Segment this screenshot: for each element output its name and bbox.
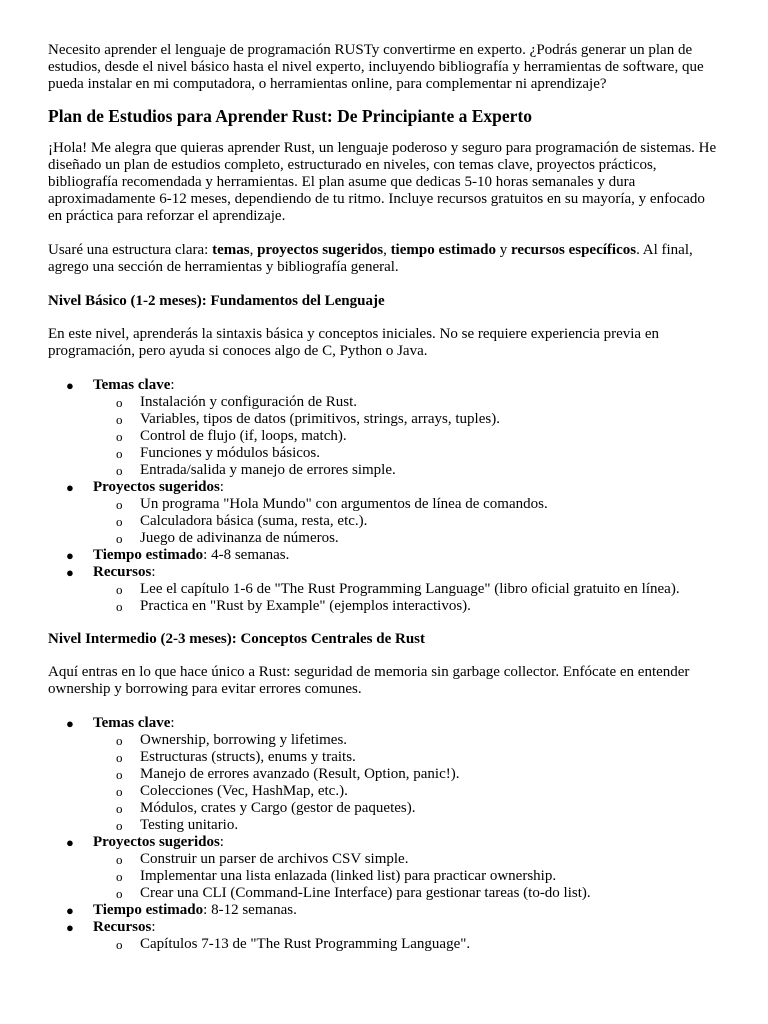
label-colon: :: [170, 377, 175, 393]
circle-bullet-icon: o: [116, 429, 123, 444]
label-colon: :: [151, 564, 156, 580]
list-item-text: Estructuras (structs), enums y traits.: [140, 749, 356, 765]
list-item: [93, 800, 720, 817]
label-colon: :: [170, 715, 175, 731]
document-title: Plan de Estudios para Aprender Rust: De Principiante a Experto: [48, 106, 533, 126]
list-item: [93, 445, 720, 462]
sublist-temas: [93, 394, 720, 479]
circle-bullet-icon: o: [116, 497, 123, 512]
structure-bold-tiempo: tiempo estimado: [390, 242, 496, 258]
intermediate-outline: [48, 715, 720, 953]
label-tiempo: Tiempo estimado: [93, 547, 204, 563]
list-item: [93, 411, 720, 428]
circle-bullet-icon: o: [116, 937, 123, 952]
list-item-text: Lee el capítulo 1-6 de "The Rust Programming Language" (libro oficial gratuito en línea).: [140, 581, 680, 597]
list-item: [93, 394, 720, 411]
bullet-icon: ●: [66, 480, 74, 495]
list-item: [93, 766, 720, 783]
list-item-text: Ownership, borrowing y lifetimes.: [140, 732, 348, 748]
list-item: [93, 513, 720, 530]
basic-outline: [48, 377, 720, 615]
list-item-text: Crear una CLI (Command-Line Interface) para gestionar tareas (to-do list).: [140, 885, 591, 901]
list-item: [93, 749, 720, 766]
circle-bullet-icon: o: [116, 395, 123, 410]
list-item-text: Instalación y configuración de Rust.: [140, 394, 358, 410]
circle-bullet-icon: o: [116, 514, 123, 529]
list-item: [48, 479, 720, 547]
circle-bullet-icon: o: [116, 750, 123, 765]
section-desc-basic: En este nivel, aprenderás la sintaxis básica y conceptos iniciales. No se requiere experiencia previa en programación, pero ayuda si conoces algo de C, Python o Java.: [48, 326, 659, 359]
bullet-icon: ●: [66, 378, 74, 393]
label-tiempo: Tiempo estimado: [93, 902, 204, 918]
circle-bullet-icon: o: [116, 412, 123, 427]
circle-bullet-icon: o: [116, 869, 123, 884]
bullet-icon: ●: [66, 565, 74, 580]
list-item: [48, 834, 720, 902]
section-desc-intermediate: Aquí entras en lo que hace único a Rust: seguridad de memoria sin garbage collector. Enfócate en entender ownership y borrowing para evitar errores comunes.: [48, 664, 690, 697]
label-temas: Temas clave: [93, 715, 171, 731]
circle-bullet-icon: o: [116, 531, 123, 546]
list-item: [93, 868, 720, 885]
list-item-text: Testing unitario.: [140, 817, 239, 833]
section-heading-basic: Nivel Básico (1-2 meses): Fundamentos del Lenguaje: [48, 293, 385, 309]
structure-bold-temas: temas: [212, 242, 250, 258]
list-item: [48, 902, 720, 919]
list-item: [93, 598, 720, 615]
list-item: [93, 462, 720, 479]
list-item-text: Construir un parser de archivos CSV simple.: [140, 851, 409, 867]
label-temas: Temas clave: [93, 377, 171, 393]
list-item-text: Juego de adivinanza de números.: [140, 530, 339, 546]
structure-suffix: . Al final, agrego una sección de herramientas y bibliografía general.: [48, 242, 693, 275]
structure-sep: y: [495, 242, 511, 258]
list-item: [48, 377, 720, 479]
circle-bullet-icon: o: [116, 599, 123, 614]
list-item: [48, 715, 720, 834]
list-item: [93, 936, 720, 953]
label-recursos: Recursos: [93, 919, 152, 935]
structure-bold-proyectos: proyectos sugeridos: [257, 242, 384, 258]
section-heading-intermediate: Nivel Intermedio (2-3 meses): Conceptos Centrales de Rust: [48, 631, 426, 647]
sublist-recursos: [93, 936, 720, 953]
list-item-text: Módulos, crates y Cargo (gestor de paquetes).: [140, 800, 416, 816]
list-item: [48, 564, 720, 615]
list-item-text: Implementar una lista enlazada (linked list) para practicar ownership.: [140, 868, 557, 884]
list-item-text: Control de flujo (if, loops, match).: [140, 428, 347, 444]
circle-bullet-icon: o: [116, 582, 123, 597]
list-item-text: Colecciones (Vec, HashMap, etc.).: [140, 783, 348, 799]
user-question: Necesito aprender el lenguaje de programación RUSTy convertirme en experto. ¿Podrás generar un plan de estudios, desde el nivel básico hasta el nivel experto, incluyendo bibliografía y herramientas de software, que pueda instalar en mi computadora, o herramientas online, para complementar ni aprendizaje?: [48, 42, 704, 92]
structure-bold-recursos: recursos específicos: [510, 242, 637, 258]
list-item: [48, 547, 720, 564]
list-item: [93, 817, 720, 834]
circle-bullet-icon: o: [116, 852, 123, 867]
list-item: [93, 428, 720, 445]
label-proyectos: Proyectos sugeridos: [93, 834, 220, 850]
list-item: [93, 851, 720, 868]
list-item-text: Entrada/salida y manejo de errores simple.: [140, 462, 396, 478]
intro-paragraph: ¡Hola! Me alegra que quieras aprender Rust, un lenguaje poderoso y seguro para programación de sistemas. He diseñado un plan de estudios completo, estructurado en niveles, con temas clave, proyectos prácticos, bibliografía recomendada y herramientas. El plan asume que dedicas 5-10 horas semanales y dura aproximadamente 6-12 meses, dependiendo de tu ritmo. Incluye recursos gratuitos en su mayoría, y enfocado en práctica para reforzar el aprendizaje.: [48, 140, 717, 224]
list-item: [93, 783, 720, 800]
circle-bullet-icon: o: [116, 818, 123, 833]
sublist-recursos: [93, 581, 720, 615]
bullet-icon: ●: [66, 920, 74, 935]
list-item-text: Capítulos 7-13 de "The Rust Programming Language".: [140, 936, 471, 952]
circle-bullet-icon: o: [116, 463, 123, 478]
tiempo-value: : 8-12 semanas.: [203, 902, 297, 918]
circle-bullet-icon: o: [116, 801, 123, 816]
structure-sep: ,: [249, 242, 258, 258]
list-item-text: Calculadora básica (suma, resta, etc.).: [140, 513, 368, 529]
label-colon: :: [219, 834, 224, 850]
list-item-text: Practica en "Rust by Example" (ejemplos interactivos).: [140, 598, 471, 614]
circle-bullet-icon: o: [116, 733, 123, 748]
bullet-icon: ●: [66, 835, 74, 850]
list-item: [93, 496, 720, 513]
list-item-text: Funciones y módulos básicos.: [140, 445, 320, 461]
structure-prefix: Usaré una estructura clara:: [48, 242, 213, 258]
structure-sep: ,: [383, 242, 391, 258]
label-recursos: Recursos: [93, 564, 152, 580]
sublist-proyectos: [93, 851, 720, 902]
label-colon: :: [219, 479, 224, 495]
list-item: [93, 530, 720, 547]
list-item: [93, 581, 720, 598]
bullet-icon: ●: [66, 716, 74, 731]
list-item: [48, 919, 720, 953]
structure-paragraph: [48, 242, 720, 276]
circle-bullet-icon: o: [116, 784, 123, 799]
circle-bullet-icon: o: [116, 886, 123, 901]
list-item-text: Variables, tipos de datos (primitivos, strings, arrays, tuples).: [140, 411, 500, 427]
bullet-icon: ●: [66, 903, 74, 918]
bullet-icon: ●: [66, 548, 74, 563]
sublist-proyectos: [93, 496, 720, 547]
tiempo-value: : 4-8 semanas.: [203, 547, 290, 563]
label-proyectos: Proyectos sugeridos: [93, 479, 220, 495]
sublist-temas: [93, 732, 720, 834]
circle-bullet-icon: o: [116, 446, 123, 461]
list-item-text: Un programa "Hola Mundo" con argumentos de línea de comandos.: [140, 496, 548, 512]
list-item-text: Manejo de errores avanzado (Result, Option, panic!).: [140, 766, 460, 782]
list-item: [93, 885, 720, 902]
label-colon: :: [151, 919, 156, 935]
list-item: [93, 732, 720, 749]
circle-bullet-icon: o: [116, 767, 123, 782]
